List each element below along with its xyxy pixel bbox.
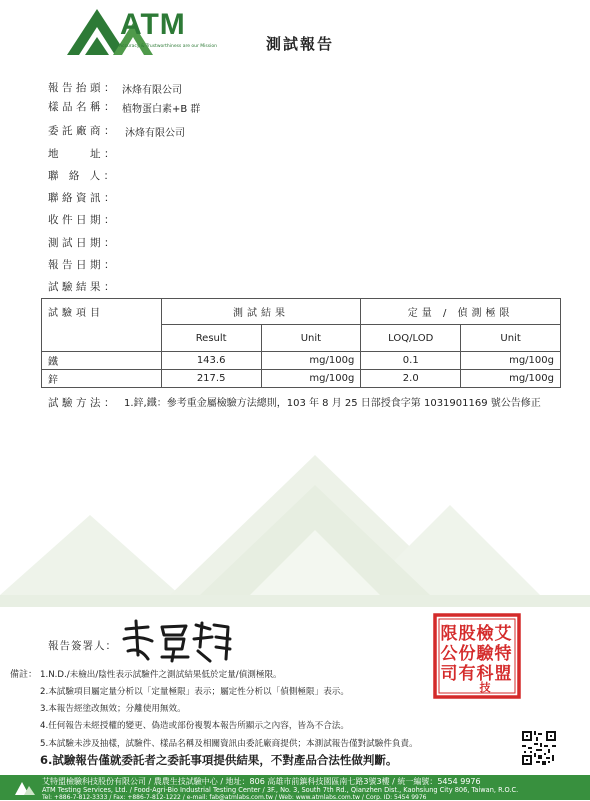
field-value-sample-name: 植物蛋白素+B 群 [122,104,201,115]
qr-code-icon [522,731,556,765]
cell-item: 鋅 [42,370,162,388]
svg-text:有: 有 [458,664,476,684]
cell-unit2: mg/100g [461,352,561,370]
col-header-result: Result [161,325,261,352]
note-item-emphasis: 6.試驗報告僅就委託者之委託事項提供結果，不對產品合法性做判斷。 [40,753,398,767]
field-label-test-date: 測試日期： [48,237,118,249]
note-item: 3.本報告經塗改無效；分離使用無效。 [40,704,186,714]
field-label-contact-info: 聯絡資訊： [48,192,118,204]
field-label-received-date: 收件日期： [48,214,118,226]
field-label-client: 委託廠商： [48,125,118,137]
svg-text:司: 司 [440,664,458,684]
cell-unit: mg/100g [261,352,361,370]
watermark-logo [0,395,590,625]
field-label-contact: 聯 絡 人： [48,170,118,182]
field-value-client: 沐烽有限公司 [125,128,185,139]
cell-result: 217.5 [161,370,261,388]
table-row [42,352,561,370]
document-title: 測試報告 [266,35,335,53]
field-label-sample-name: 樣品名稱： [48,101,118,113]
col-header-unit: Unit [261,325,361,352]
svg-text:驗: 驗 [476,644,494,664]
field-label-report-header: 報告抬頭： [48,82,118,94]
company-seal-stamp [433,613,521,699]
col-header-unit2: Unit [461,325,561,352]
cell-item: 鐵 [42,352,162,370]
field-label-test-results: 試驗結果： [48,281,118,293]
footer-address-line: ATM Testing Services, Ltd. / Food-Agri-Bio Industrial Testing Center / 3F., No. 3, South 7th Rd., Qianzhen Dist., Kaohsiung City 806, Taiwan, R.O.C. [42,786,519,794]
footer-company-line: 艾特盟檢驗科技股份有限公司 / 農農生技試驗中心 / 地址：806 高雄市前鎮科技園區南七路3號3樓 / 統一編號：5454 9976 [42,777,481,786]
svg-text:股: 股 [458,624,476,644]
svg-text:公: 公 [440,644,458,664]
note-item: 4.任何報告未經授權的變更、偽造或部份複製本報告所顯示之內容，皆為不合法。 [40,721,349,731]
col-header-loq: LOQ/LOD [361,325,461,352]
cell-loq: 0.1 [361,352,461,370]
table-header-row [42,299,561,325]
field-label-address: 地 址： [48,148,118,160]
method-label: 試驗方法： [48,397,118,409]
cell-loq: 2.0 [361,370,461,388]
col-header-test-result: 測試結果 [161,299,361,325]
table-row [42,370,561,388]
svg-text:盟: 盟 [494,664,512,684]
method-text: 1.鋅,鐵：參考重金屬檢驗方法總則，103 年 8 月 25 日部授食字第 1031901169 號公告修正 [124,398,541,409]
col-header-limit: 定量 / 偵測極限 [361,299,561,325]
results-table [41,298,561,388]
field-value-report-header: 沐烽有限公司 [122,85,182,96]
cell-unit2: mg/100g [461,370,561,388]
brand-name: ATM [120,8,186,41]
svg-text:技: 技 [479,681,491,694]
svg-text:艾: 艾 [494,624,512,644]
note-item: 5.本試驗未涉及抽樣，試驗件、樣品名稱及相關資訊由委託廠商提供；本測試報告僅對試驗件負責。 [40,739,418,749]
field-label-report-date: 報告日期： [48,259,118,271]
svg-text:限: 限 [440,624,458,644]
notes-label: 備註： [10,670,38,680]
signer-label: 報告簽署人： [48,640,117,652]
cell-unit: mg/100g [261,370,361,388]
cell-result: 143.6 [161,352,261,370]
note-item: 1.N.D./未檢出/陰性表示試驗件之測試結果低於定量/偵測極限。 [40,670,282,680]
col-header-test-item: 試驗項目 [42,299,162,352]
svg-text:科: 科 [476,664,494,684]
svg-text:份: 份 [458,644,476,664]
brand-tagline: Accuracy & Trustworthiness are our Mission [119,44,217,49]
svg-text:檢: 檢 [476,624,494,644]
note-item: 2.本試驗項目屬定量分析以「定量極限」表示；屬定性分析以「偵側極限」表示。 [40,687,349,697]
footer-logo-icon [14,778,36,796]
svg-text:特: 特 [494,644,512,664]
handwritten-signature [118,617,236,665]
footer-contact-line: Tel: +886-7-812-3333 / Fax: +886-7-812-1222 / e-mail: fab@atmlabs.com.tw / Web: www.atmlabs.com.tw / Corp. ID: 5454 9976 [42,794,427,801]
